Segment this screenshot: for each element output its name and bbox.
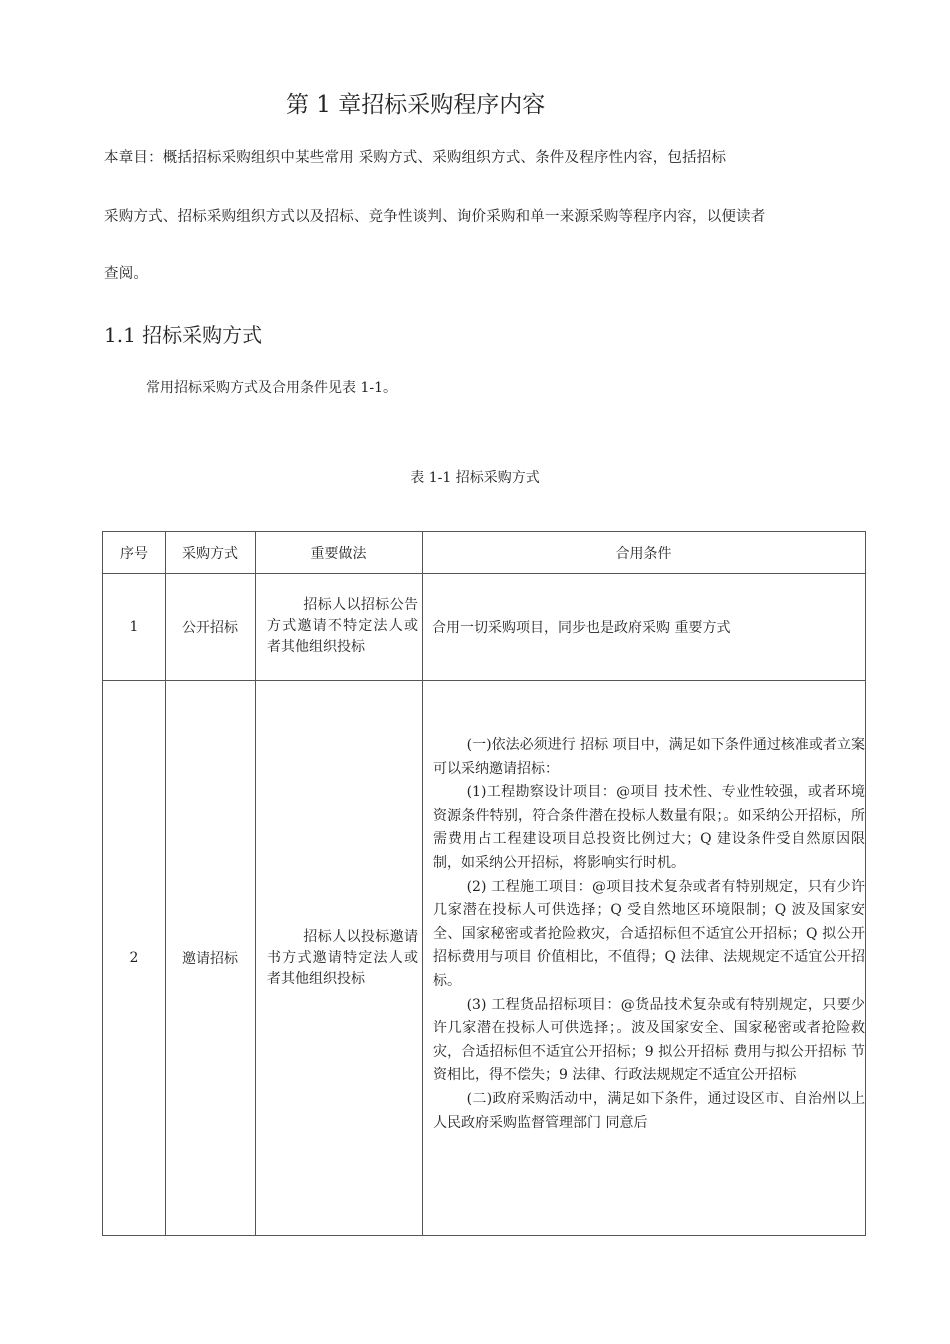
table-caption: 表 1-1 招标采购方式 <box>410 470 540 486</box>
row1-practice: 招标人以招标公告方式邀请不特定法人或者其他组织投标 <box>267 597 418 655</box>
condition-paragraph: (一)依法必须进行 招标 项目中，满足如下条件通过核准或者立案可以采纳邀请招标： <box>433 737 865 777</box>
section-title: 1.1 招标采购方式 <box>104 323 263 347</box>
row2-conditions <box>433 734 865 1135</box>
row2-practice: 招标人以投标邀请书方式邀请特定法人或者其他组织投标 <box>267 928 418 987</box>
condition-paragraph: (二)政府采购活动中，满足如下条件，通过设区市、自治州以上人民政府采购监督管理部门 同意后 <box>433 1090 865 1131</box>
intro-line-1: 本章目：概括招标采购组织中某些常用 采购方式、采购组织方式、条件及程序性内容，包括招标 <box>104 150 727 166</box>
chapter-title: 第 1 章招标采购程序内容 <box>286 92 546 118</box>
row1-method: 公开招标 <box>182 619 238 636</box>
row2-method: 邀请招标 <box>182 951 238 967</box>
header-no: 序号 <box>120 545 148 562</box>
header-practice: 重要做法 <box>310 545 367 562</box>
row1-practice-cell <box>255 573 422 680</box>
condition-paragraph: (1)工程勘察设计项目：@项目 技术性、专业性较强，或者环境资源条件特别，符合条件潜在投标人数量有限；。如采纳公开招标，所需费用占工程建设项目总投资比例过大；Q 建设条件受自然原因限制，如采纳公开招标，将影响实行时机。 <box>433 784 865 871</box>
row1-conditions-cell <box>422 573 865 680</box>
header-conditions: 合用条件 <box>615 545 672 562</box>
row2-no: 2 <box>129 950 139 966</box>
header-method: 采购方式 <box>182 545 238 562</box>
section-paragraph: 常用招标采购方式及合用条件见表 1-1。 <box>146 380 397 396</box>
condition-paragraph: (3) 工程货品招标项目：@货品技术复杂或有特别规定，只要少许几家潜在投标人可供选择；。波及国家安全、国家秘密或者抢险救灾，合适招标但不适宜公开招标；9 拟公开招标 费用与拟公开招标 节资相比，得不偿失；9 法律、行政法规规定不适宜公开招标 <box>433 996 865 1084</box>
procurement-methods-table <box>102 531 866 1236</box>
condition-paragraph: (2) 工程施工项目：@项目技术复杂或者有特别规定，只有少许几家潜在投标人可供选择；Q 受自然地区环境限制；Q 波及国家安全、国家秘密或者抢险救灾，合适招标但不适宜公开招标；Q 拟公开招标费用与项目 价值相比，不值得；Q 法律、法规规定不适宜公开招标。 <box>433 878 865 989</box>
intro-line-2: 采购方式、招标采购组织方式以及招标、竞争性谈判、询价采购和单一来源采购等程序内容，以便读者 <box>104 209 766 225</box>
row2-practice-cell <box>255 680 422 1236</box>
intro-line-3: 查阅。 <box>104 266 149 282</box>
row1-conditions: 合用一切采购项目，同步也是政府采购 重要方式 <box>432 619 731 636</box>
row1-no: 1 <box>129 618 139 635</box>
